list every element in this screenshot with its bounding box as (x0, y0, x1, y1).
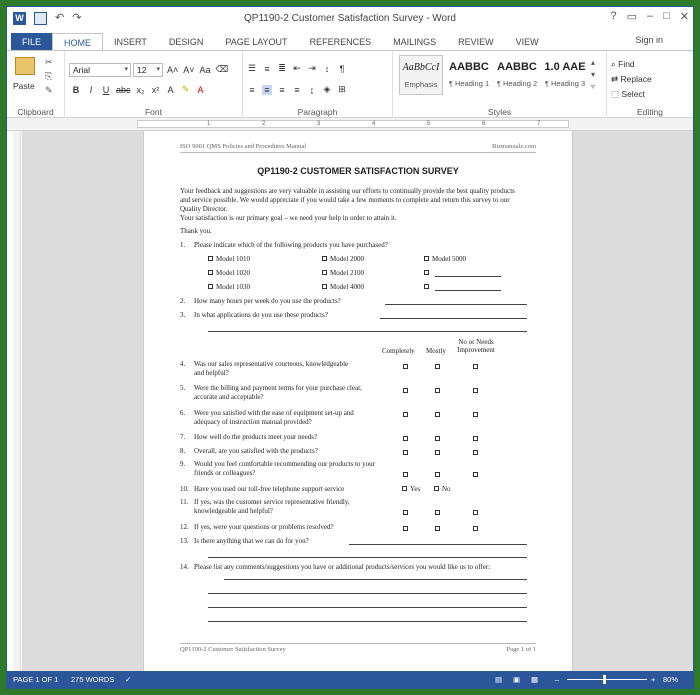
rating-checkbox[interactable] (403, 450, 408, 455)
ruler-tick: 5 (427, 121, 431, 127)
line-spacing-icon[interactable]: ↨ (309, 84, 315, 95)
list-buttons (247, 63, 347, 74)
blank-line[interactable] (208, 621, 527, 622)
format-painter-icon[interactable]: ✎ (45, 85, 53, 95)
rating-checkbox[interactable] (435, 526, 440, 531)
font-name-combo[interactable] (69, 63, 131, 77)
grow-font-icon[interactable]: A˄ (167, 64, 179, 75)
align-center-icon[interactable]: ≡ (262, 85, 272, 95)
page-header (180, 143, 536, 153)
question-13: 13. Is there anything that we can do for you? (180, 537, 309, 545)
col-needs-improvement: No or Needs Improvement (457, 338, 495, 354)
rating-checkbox[interactable] (473, 436, 478, 441)
question-11: 11. If yes, was the customer service representative friendly, knowledgeable and helpful? (180, 498, 370, 516)
word-count[interactable]: 275 WORDS (71, 675, 115, 684)
text-effects-icon[interactable]: A (167, 84, 174, 95)
question-text: Is there anything that we can do for you? (194, 537, 309, 545)
paragraph-label: Paragraph (297, 107, 338, 117)
question-text: In what applications do you use these products? (194, 311, 328, 319)
style-name: ¶ Heading 2 (496, 79, 538, 88)
checkbox[interactable] (322, 284, 327, 289)
italic-icon[interactable]: I (89, 84, 93, 95)
replace-label: Replace (620, 74, 652, 84)
ruler-tick: 4 (372, 121, 376, 127)
option-label: Model 1030 (216, 283, 251, 291)
document-area[interactable] (22, 131, 693, 671)
checkbox[interactable] (434, 486, 439, 491)
borders-icon[interactable]: ⊞ (338, 84, 346, 94)
font-size-value: 12 (137, 65, 147, 75)
rating-checkbox[interactable] (435, 388, 440, 393)
strikethrough-icon[interactable]: abc (116, 84, 131, 95)
bullets-icon[interactable]: ☰ (247, 63, 257, 73)
chevron-down-icon: ▾ (156, 66, 160, 73)
style-emphasis[interactable] (399, 55, 443, 95)
question-4: 4. Was our sales representative courteous, knowledgeable and helpful? (180, 360, 360, 378)
status-bar (7, 671, 693, 688)
highlight-icon[interactable]: ✎ (181, 84, 190, 94)
document-title: QP1190-2 CUSTOMER SATISFACTION SURVEY (257, 166, 459, 176)
search-icon: ⌕ (611, 59, 619, 69)
checkbox[interactable] (424, 284, 429, 289)
paste-button[interactable]: Paste (13, 81, 35, 91)
rating-checkbox[interactable] (473, 412, 478, 417)
style-heading-1[interactable] (447, 55, 491, 95)
rating-checkbox[interactable] (473, 526, 478, 531)
question-5: 5. Were the billing and payment terms for your purchase clear, accurate and acceptable? (180, 384, 380, 402)
blank-line[interactable] (385, 304, 527, 305)
blank-line[interactable] (349, 544, 527, 545)
rating-checkbox[interactable] (403, 510, 408, 515)
change-case-icon[interactable]: Aa (199, 64, 211, 75)
question-10: 10. Have you used our toll-free telephone support service (180, 485, 345, 493)
option-model-1030[interactable] (208, 283, 250, 291)
style-name: ¶ Heading 3 (544, 79, 586, 88)
option-other-1[interactable] (424, 269, 432, 277)
minimize-icon[interactable]: – (647, 10, 654, 22)
question-text: Were you satisfied with the ease of equipment set-up and adequacy of instruction manual provided? (194, 409, 354, 426)
shading-icon[interactable]: ◈ (323, 84, 331, 94)
option-model-1020[interactable] (208, 269, 250, 277)
align-left-icon[interactable]: ≡ (249, 84, 255, 95)
blank-line[interactable] (208, 593, 527, 594)
intro-goal: Your satisfaction is our primary goal – we need your help in order to attain it. (180, 214, 397, 222)
alignment-buttons (247, 84, 347, 95)
question-9: 9. Would you feel comfortable recommending our products to your friends or colleagues? (180, 460, 380, 478)
editing-label: Editing (637, 107, 663, 117)
tab-insert[interactable]: INSERT (114, 37, 147, 47)
option-label: No (442, 485, 451, 493)
header-left: ISO 9001 QMS Policies and Procedures Manual (180, 143, 307, 150)
select-label: Select (621, 89, 646, 99)
read-mode-icon[interactable]: ▤ (495, 675, 503, 684)
ruler-tick: 1 (207, 121, 211, 127)
ribbon-display-icon[interactable]: ▭ (626, 11, 637, 23)
clipboard-group (7, 51, 65, 119)
question-text: If yes, was the customer service representative friendly, knowledgeable and helpful? (194, 498, 350, 515)
style-name: ¶ Heading 1 (448, 79, 490, 88)
question-text: Were the billing and payment terms for your purchase clear, accurate and acceptable? (194, 384, 362, 401)
ribbon (7, 50, 693, 118)
option-label: Model 2100 (330, 269, 365, 277)
close-icon[interactable]: ✕ (679, 11, 689, 23)
rating-checkbox[interactable] (435, 472, 440, 477)
chevron-down-icon: ▾ (124, 66, 128, 73)
superscript-icon[interactable]: x² (151, 84, 160, 95)
zoom-out-icon[interactable]: – (555, 675, 560, 684)
rating-checkbox[interactable] (435, 364, 440, 369)
style-heading-2[interactable] (495, 55, 539, 95)
question-text: Please list any comments/suggestions you have or additional products/services you would like us to offer: (194, 563, 491, 571)
sort-icon[interactable]: ↕ (324, 63, 330, 74)
question-1: 1. Please indicate which of the following products you have purchased? (180, 241, 388, 249)
tab-mailings[interactable]: MAILINGS (393, 37, 437, 47)
ruler-tick: 2 (262, 121, 266, 127)
question-text: Overall, are you satisfied with the products? (194, 447, 318, 455)
zoom-slider[interactable] (567, 679, 647, 680)
document-page[interactable] (143, 131, 573, 671)
tab-view[interactable]: VIEW (515, 37, 539, 47)
select-icon: ⬚ (611, 89, 622, 99)
window-controls (610, 10, 689, 23)
rating-checkbox[interactable] (403, 526, 408, 531)
rating-checkbox[interactable] (473, 510, 478, 515)
numbering-icon[interactable]: ≡ (264, 63, 270, 74)
style-heading-3[interactable] (543, 55, 587, 95)
question-text: Have you used our toll-free telephone support service (194, 485, 345, 493)
question-14: 14. Please list any comments/suggestions you have or additional products/services you would like us to offer: (180, 563, 530, 572)
checkbox[interactable] (402, 486, 407, 491)
bold-icon[interactable]: B (72, 84, 80, 95)
rating-checkbox[interactable] (435, 450, 440, 455)
zoom-thumb[interactable] (603, 675, 606, 684)
cut-icon[interactable]: ✂ (45, 57, 53, 67)
ribbon-tabs (7, 31, 693, 51)
footer-left: QP1190-2 Customer Satisfaction Survey (180, 646, 286, 653)
font-name-value: Arial (73, 65, 91, 75)
rating-checkbox[interactable] (403, 436, 408, 441)
font-color-icon[interactable]: A (197, 84, 204, 95)
intro-paragraph: Your feedback and suggestions are very valuable in assisting our efforts to continually provide the best quality products and service possible. We would appreciate if you would take a few moments to complete and return this survey to our Quality Director. (180, 187, 515, 213)
tab-design[interactable]: DESIGN (168, 37, 204, 47)
question-12: 12. If yes, were your questions or problems resolved? (180, 523, 334, 531)
footer-right: Page 1 of 1 (506, 646, 536, 653)
rating-checkbox[interactable] (435, 412, 440, 417)
option-model-5000[interactable] (424, 255, 466, 263)
justify-icon[interactable]: ≡ (294, 84, 300, 95)
question-text: Please indicate which of the following products you have purchased? (194, 241, 388, 249)
ruler-tick: 7 (537, 121, 541, 127)
col-completely: Completely (382, 347, 415, 355)
option-other-2[interactable] (424, 283, 432, 291)
font-size-buttons (167, 64, 228, 75)
option-no[interactable] (434, 485, 451, 493)
option-model-4000[interactable] (322, 283, 364, 291)
style-sample: AABBC (449, 61, 489, 73)
font-size-combo[interactable] (133, 63, 163, 77)
page-count[interactable]: PAGE 1 OF 1 (13, 675, 59, 684)
replace-icon: ⇄ (611, 74, 621, 84)
tab-review[interactable]: REVIEW (458, 37, 494, 47)
blank-line[interactable] (224, 579, 527, 580)
styles-group (393, 51, 607, 119)
style-sample: AaBbCcI (402, 62, 440, 73)
tab-file[interactable]: FILE (11, 33, 52, 51)
checkbox[interactable] (322, 256, 327, 261)
decrease-indent-icon[interactable]: ⇤ (293, 63, 301, 73)
clipboard-label: Clipboard (17, 107, 54, 117)
tab-page-layout[interactable]: PAGE LAYOUT (225, 37, 288, 47)
sign-in-link[interactable]: Sign in (635, 35, 663, 45)
styles-scroll[interactable]: ▴ ▾ ▿ (591, 58, 596, 91)
checkbox[interactable] (208, 270, 213, 275)
page-footer (180, 643, 536, 653)
font-style-buttons (71, 84, 206, 95)
show-marks-icon[interactable]: ¶ (339, 63, 345, 74)
clear-format-icon[interactable]: ⌫ (215, 64, 229, 74)
title-bar (7, 7, 693, 31)
blank-line[interactable] (208, 331, 527, 332)
copy-icon[interactable]: ⎘ (45, 71, 53, 81)
rating-checkbox[interactable] (473, 472, 478, 477)
question-8: 8. Overall, are you satisfied with the products? (180, 447, 318, 455)
rating-checkbox[interactable] (435, 436, 440, 441)
multilevel-list-icon[interactable]: ≣ (278, 63, 286, 73)
rating-checkbox[interactable] (403, 388, 408, 393)
maximize-icon[interactable]: □ (663, 10, 670, 22)
editing-group (607, 51, 693, 119)
replace-button[interactable] (611, 74, 652, 85)
option-label: Model 1010 (216, 255, 251, 263)
question-text: How well do the products meet your needs? (194, 433, 318, 441)
help-icon[interactable]: ? (610, 10, 617, 22)
blank-line[interactable] (435, 276, 501, 277)
option-model-1010[interactable] (208, 255, 250, 263)
ruler-tick: 3 (317, 121, 321, 127)
question-text: How many hours per week do you use the products? (194, 297, 341, 305)
option-label: Yes (410, 485, 421, 493)
font-group (65, 51, 243, 119)
rating-checkbox[interactable] (473, 364, 478, 369)
ruler-tick: 6 (482, 121, 486, 127)
rating-checkbox[interactable] (473, 450, 478, 455)
horizontal-ruler[interactable] (7, 118, 693, 131)
option-model-2100[interactable] (322, 269, 364, 277)
rating-checkbox[interactable] (403, 472, 408, 477)
blank-line[interactable] (208, 557, 527, 558)
rating-checkbox[interactable] (435, 510, 440, 515)
font-label: Font (144, 107, 162, 117)
option-label: Model 4000 (330, 283, 365, 291)
rating-checkbox[interactable] (403, 364, 408, 369)
shrink-font-icon[interactable]: A˅ (183, 64, 195, 75)
blank-line[interactable] (208, 607, 527, 608)
redo-icon[interactable]: ↷ (72, 12, 82, 24)
checkbox[interactable] (208, 256, 213, 261)
find-button[interactable] (611, 59, 635, 70)
blank-line[interactable] (435, 290, 501, 291)
underline-icon[interactable]: U (102, 84, 110, 95)
option-label: Model 2000 (330, 255, 365, 263)
question-text: Would you feel comfortable recommending our products to your friends or colleagues? (194, 460, 375, 477)
window-title: QP1190-2 Customer Satisfaction Survey - Word (244, 13, 456, 24)
thank-you: Thank you. (180, 227, 212, 235)
increase-indent-icon[interactable]: ⇥ (308, 63, 316, 73)
rating-checkbox[interactable] (473, 388, 478, 393)
option-label: Model 1020 (216, 269, 251, 277)
question-3: 3. In what applications do you use these products? (180, 311, 328, 319)
style-name: Emphasis (404, 80, 438, 89)
ruler-bar (137, 120, 569, 128)
styles-label: Styles (487, 107, 512, 117)
paragraph-group (243, 51, 393, 119)
style-sample: 1.0 AAE (544, 61, 586, 73)
tab-home[interactable]: HOME (52, 33, 103, 51)
checkbox[interactable] (208, 284, 213, 289)
question-6: 6. Were you satisfied with the ease of equipment set-up and adequacy of instruction manual provided? (180, 409, 380, 427)
select-button[interactable] (611, 89, 645, 100)
word-app-icon[interactable]: W (13, 12, 26, 25)
question-text: If yes, were your questions or problems resolved? (194, 523, 334, 531)
undo-icon[interactable]: ↶ (55, 12, 65, 24)
subscript-icon[interactable]: x₂ (136, 84, 145, 95)
option-model-2000[interactable] (322, 255, 364, 263)
question-2: 2. How many hours per week do you use the products? (180, 297, 341, 305)
option-label: Model 5000 (432, 255, 467, 263)
proofing-icon[interactable]: ✓ (125, 675, 132, 684)
zoom-in-icon[interactable]: + (651, 675, 656, 684)
align-right-icon[interactable]: ≡ (279, 84, 285, 95)
paste-icon[interactable] (15, 57, 35, 75)
word-window (6, 6, 694, 689)
blank-line[interactable] (380, 318, 527, 319)
col-mostly: Mostly (426, 347, 446, 355)
option-yes[interactable] (402, 485, 420, 493)
checkbox[interactable] (424, 270, 429, 275)
checkbox[interactable] (424, 256, 429, 261)
style-sample: AABBC (497, 61, 537, 73)
web-layout-icon[interactable]: ▦ (531, 675, 539, 684)
find-label: Find (618, 59, 635, 69)
rating-checkbox[interactable] (403, 412, 408, 417)
checkbox[interactable] (322, 270, 327, 275)
zoom-level[interactable]: 80% (663, 675, 679, 684)
vertical-ruler[interactable] (13, 131, 21, 671)
header-right: Bizmanualz.com (492, 143, 536, 150)
tab-references[interactable]: REFERENCES (309, 37, 372, 47)
question-7: 7. How well do the products meet your needs? (180, 433, 318, 441)
question-text: Was our sales representative courteous, knowledgeable and helpful? (194, 360, 349, 377)
print-layout-icon[interactable]: ▣ (513, 675, 521, 684)
